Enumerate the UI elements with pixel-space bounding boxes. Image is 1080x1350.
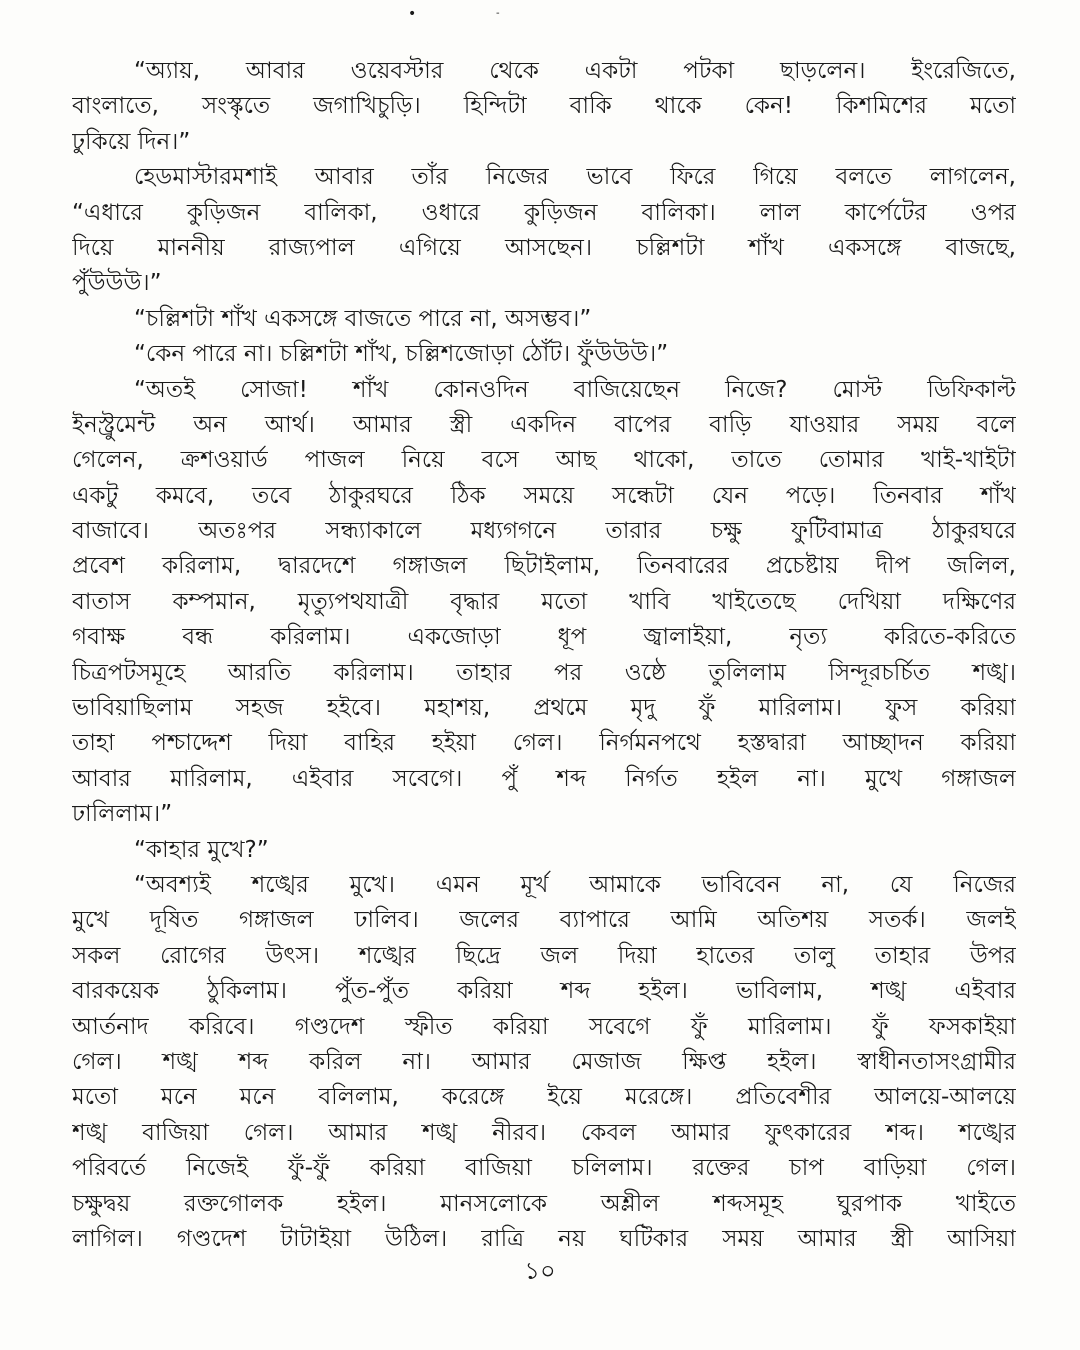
text-line: ঢুকিয়ে দিন।” bbox=[72, 128, 191, 155]
text-line: চিত্রপটসমূহে আরতি করিলাম। তাহার পর ওষ্ঠে তুলিলাম সিন্দূরচর্চিত শঙ্খ। bbox=[72, 659, 1016, 686]
text-line: ঢালিলাম।” bbox=[72, 801, 173, 828]
text-line: আবার মারিলাম, এইবার সবেগে। পুঁ শব্দ নির্গত হইল না। মুখে গঙ্গাজল bbox=[72, 765, 1016, 792]
text-line: “চল্লিশটা শাঁখ একসঙ্গে বাজতে পারে না, অসম্ভব।” bbox=[134, 305, 592, 332]
text-line: “অবশ্যই শঙ্খের মুখে। এমন মূর্খ আমাকে ভাবিবেন না, যে নিজের bbox=[134, 871, 1016, 898]
text-line: চক্ষুদ্বয় রক্তগোলক হইল। মানসলোকে অশ্লীল শব্দসমূহ ঘুরপাক খাইতে bbox=[72, 1190, 1016, 1217]
text-line: পরিবর্তে নিজেই ফুঁ-ফুঁ করিয়া বাজিয়া চলিলাম। রক্তের চাপ বাড়িয়া গেল। bbox=[72, 1155, 1016, 1182]
text-line: লাগিল। গণ্ডদেশ টাটাইয়া উঠিল। রাত্রি নয় ঘটিকার সময় আমার স্ত্রী আসিয়া bbox=[72, 1225, 1016, 1252]
body-text bbox=[72, 54, 1016, 1257]
text-line: সকল রোগের উৎস। শঙ্খের ছিদ্রে জল দিয়া হাতের তালু তাহার উপর bbox=[72, 942, 1016, 969]
text-line: গবাক্ষ বন্ধ করিলাম। একজোড়া ধূপ জ্বালাইয়া, নৃত্য করিতে-করিতে bbox=[72, 624, 1016, 651]
text-line: বাতাস কম্পমান, মৃত্যুপথযাত্রী বৃদ্ধার মতো খাবি খাইতেছে দেখিয়া দক্ষিণের bbox=[72, 588, 1016, 615]
text-line: তাহা পশ্চাদ্দেশ দিয়া বাহির হইয়া গেল। নির্গমনপথে হস্তদ্বারা আচ্ছাদন করিয়া bbox=[72, 730, 1016, 757]
text-line: শঙ্খ বাজিয়া গেল। আমার শঙ্খ নীরব। কেবল আমার ফুৎকারের শব্দ। শঙ্খের bbox=[72, 1119, 1016, 1146]
text-line: বাজাবে। অতঃপর সন্ধ্যাকালে মধ্যগগনে তারার চক্ষু ফুটিবামাত্র ঠাকুরঘরে bbox=[72, 518, 1016, 545]
top-mark-dot: • bbox=[408, 6, 417, 22]
text-line: “এধারে কুড়িজন বালিকা, ওধারে কুড়িজন বালিকা। লাল কার্পেটের ওপর bbox=[72, 199, 1016, 226]
text-line: ইনস্ট্রুমেন্ট অন আর্থ। আমার স্ত্রী একদিন বাপের বাড়ি যাওয়ার সময় বলে bbox=[72, 411, 1016, 438]
text-line: “কেন পারে না। চল্লিশটা শাঁখ, চল্লিশজোড়া ঠোঁট। ফুঁউউউ।” bbox=[134, 341, 669, 368]
text-line: পুঁউউউ।” bbox=[72, 270, 162, 297]
text-line: ভাবিয়াছিলাম সহজ হইবে। মহাশয়, প্রথমে মৃদু ফুঁ মারিলাম। ফুস করিয়া bbox=[72, 695, 1016, 722]
text-line: দিয়ে মাননীয় রাজ্যপাল এগিয়ে আসছেন। চল্লিশটা শাঁখ একসঙ্গে বাজছে, bbox=[72, 234, 1016, 261]
text-line: হেডমাস্টারমশাই আবার তাঁর নিজের ভাবে ফিরে গিয়ে বলতে লাগলেন, bbox=[134, 164, 1016, 191]
text-line: মতো মনে মনে বলিলাম, করেঙ্গে ইয়ে মরেঙ্গে। প্রতিবেশীর আলয়ে-আলয়ে bbox=[72, 1084, 1016, 1111]
text-line: গেলেন, ক্রশওয়ার্ড পাজল নিয়ে বসে আছ থাকো, তাতে তোমার খাই-খাইটা bbox=[72, 447, 1016, 474]
text-line: বারকয়েক ঠুকিলাম। পুঁত-পুঁত করিয়া শব্দ হইল। ভাবিলাম, শঙ্খ এইবার bbox=[72, 978, 1016, 1005]
text-line: বাংলাতে, সংস্কৃতে জগাখিচুড়ি। হিন্দিটা বাকি থাকে কেন! কিশমিশের মতো bbox=[72, 93, 1016, 120]
text-line: “অতই সোজা! শাঁখ কোনওদিন বাজিয়েছেন নিজে? মোস্ট ডিফিকাল্ট bbox=[134, 376, 1016, 403]
top-marks bbox=[0, 4, 1080, 24]
text-line: আর্তনাদ করিবে। গণ্ডদেশ স্ফীত করিয়া সবেগে ফুঁ মারিলাম। ফুঁ ফসকাইয়া bbox=[72, 1013, 1016, 1040]
text-line: “কাহার মুখে?” bbox=[134, 836, 269, 863]
page-number: ১০ bbox=[524, 1257, 556, 1285]
top-mark-dash: - bbox=[496, 8, 500, 19]
text-line: মুখে দূষিত গঙ্গাজল ঢালিব। জলের ব্যাপারে আমি অতিশয় সতর্ক। জলই bbox=[72, 907, 1016, 934]
text-line: “অ্যায়, আবার ওয়েবস্টার থেকে একটা পটকা ছাড়লেন। ইংরেজিতে, bbox=[134, 58, 1016, 84]
text-line: একটু কমবে, তবে ঠাকুরঘরে ঠিক সময়ে সন্ধেটা যেন পড়ে। তিনবার শাঁখ bbox=[72, 482, 1016, 509]
text-line: প্রবেশ করিলাম, দ্বারদেশে গঙ্গাজল ছিটাইলাম, তিনবারের প্রচেষ্টায় দীপ জলিল, bbox=[72, 553, 1016, 580]
text-line: গেল। শঙ্খ শব্দ করিল না। আমার মেজাজ ক্ষিপ্ত হইল। স্বাধীনতাসংগ্রামীর bbox=[72, 1048, 1016, 1075]
